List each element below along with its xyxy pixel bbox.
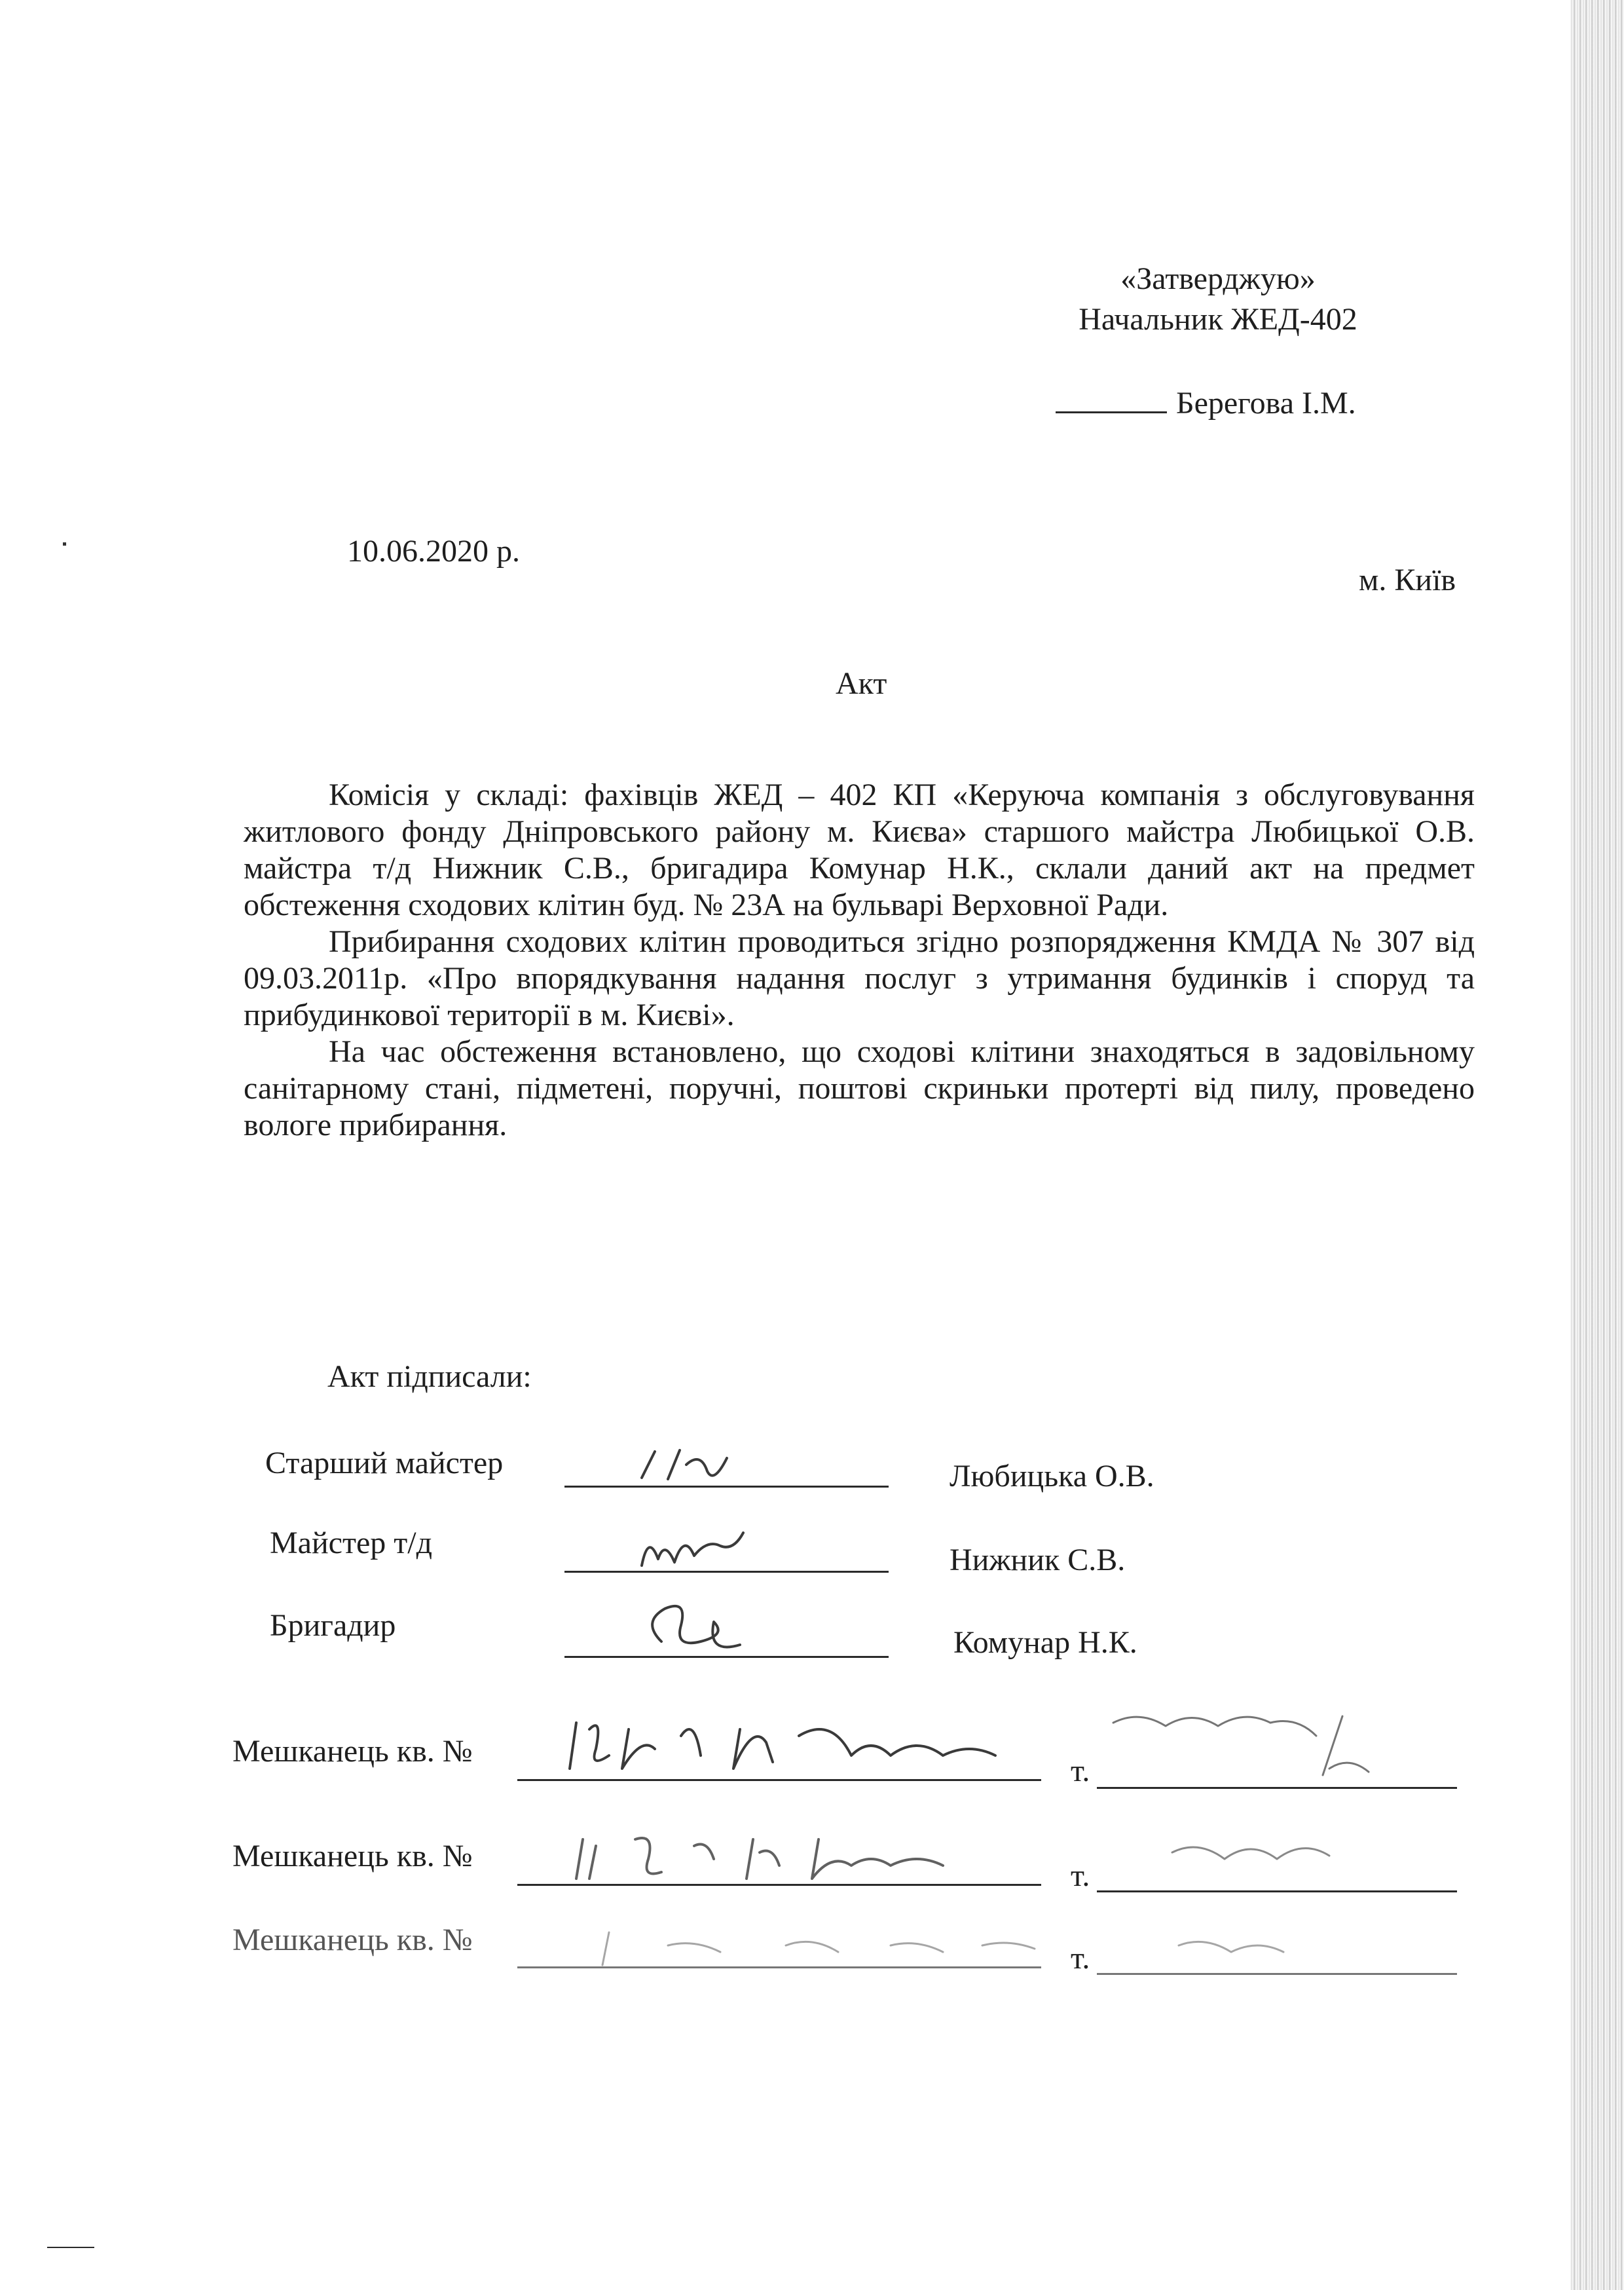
- resident-label: Мешканець кв. №: [232, 1839, 473, 1873]
- approval-block: [1048, 259, 1388, 340]
- signatory-name: Комунар Н.К.: [953, 1625, 1137, 1660]
- document-date: 10.06.2020 р.: [347, 534, 520, 569]
- handwritten-signature: [629, 1596, 760, 1661]
- document-body: [244, 777, 1475, 1144]
- signed-heading: Акт підписали:: [327, 1359, 532, 1394]
- approval-position: Начальник ЖЕД-402: [1079, 302, 1357, 337]
- approval-signature-line: [1056, 411, 1167, 413]
- resident-handwriting: [524, 1697, 1467, 1788]
- resident-phone-label: т.: [1071, 1858, 1090, 1893]
- approval-signer-name: Берегова І.М.: [1176, 386, 1356, 421]
- handwritten-signature: [629, 1520, 760, 1579]
- document-city: м. Київ: [1359, 563, 1456, 597]
- resident-label: Мешканець кв. №: [232, 1734, 473, 1769]
- approval-title: «Затверджую»: [1120, 261, 1316, 296]
- signatory-role: Бригадир: [270, 1608, 396, 1643]
- signatory-name: Нижник С.В.: [950, 1543, 1126, 1577]
- resident-handwriting: [524, 1813, 1467, 1892]
- scan-speck: [63, 542, 66, 546]
- resident-label: Мешканець кв. №: [232, 1923, 473, 1957]
- document-title: Акт: [836, 666, 887, 701]
- handwritten-signature: [629, 1438, 760, 1491]
- resident-phone-label: т.: [1071, 1754, 1090, 1788]
- signatory-name: Любицька О.В.: [950, 1459, 1154, 1493]
- paragraph-commission: Комісія у складі: фахівців ЖЕД – 402 КП «Керуюча компанія з обслуговування житлового фонду Дніпровського району м. Києва» старшого майстра Любицької О.В. майстра т/д Нижник С.В., бригадира Комунар Н.К., склали даний акт на предмет обстеження сходових клітин буд. № 23А на бульварі Верховної Ради.: [244, 778, 1475, 922]
- scan-mark: [47, 2247, 94, 2248]
- paragraph-findings: На час обстеження встановлено, що сходові клітини знаходяться в задовільному санітарному стані, підметені, поручні, поштові скриньки протерті від пилу, проведено вологе прибирання.: [244, 1034, 1475, 1142]
- signatory-role: Майстер т/д: [270, 1526, 432, 1560]
- resident-phone-label: т.: [1071, 1941, 1090, 1976]
- scan-edge-shadow: [1570, 0, 1624, 2290]
- paragraph-cleaning-basis: Прибирання сходових клітин проводиться згідно розпорядження КМДА № 307 від 09.03.2011р. «Про впорядкування надання послуг з утримання будинків і споруд та прибудинкової території в м. Києві».: [244, 924, 1475, 1032]
- signatory-role: Старший майстер: [265, 1446, 504, 1480]
- resident-handwriting: [524, 1900, 1467, 1978]
